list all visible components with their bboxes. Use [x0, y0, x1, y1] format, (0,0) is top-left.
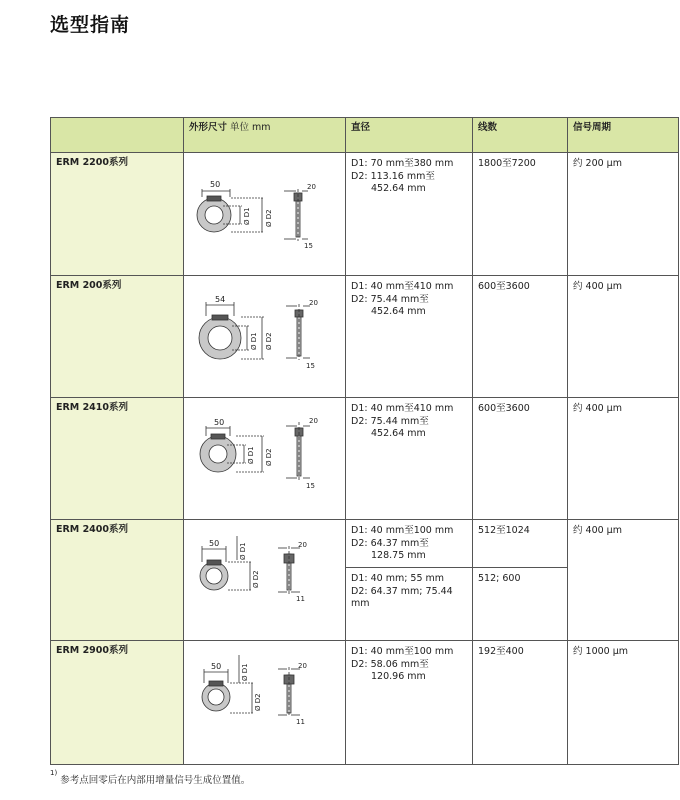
d1-range: D1: 40 mm至410 mm [351, 281, 454, 292]
dimension-drawing [184, 398, 346, 520]
line-count: 512至1024 [473, 520, 568, 568]
dim-d2-label: Ø D2 [254, 693, 262, 711]
signal-period: 约 400 µm [568, 398, 679, 520]
d2-range: D2: 113.16 mm至 [351, 170, 435, 182]
d1-values: D1: 40 mm; 55 mm [351, 573, 445, 584]
dimension-drawing [184, 520, 346, 641]
dimension-drawing [184, 276, 346, 398]
header-diameter: 直径 [346, 118, 473, 153]
line-count: 600至3600 [473, 398, 568, 520]
dim-d2-label: Ø D2 [265, 209, 273, 227]
d1-range: D1: 40 mm至100 mm [351, 646, 454, 657]
dimension-drawing [184, 153, 346, 276]
series-name: ERM 2900系列 [51, 641, 184, 765]
dim-bottom-label: 11 [296, 718, 305, 726]
dim-d1-label: Ø D1 [250, 332, 258, 350]
series-name: ERM 2400系列 [51, 520, 184, 641]
d2-range-end: 452.64 mm [371, 183, 426, 194]
signal-period: 约 400 µm [568, 276, 679, 398]
dim-bottom-label: 15 [306, 482, 315, 490]
signal-period: 约 1000 µm [568, 641, 679, 765]
d1-range: D1: 40 mm至410 mm [351, 403, 454, 414]
dim-top-label: 20 [298, 662, 307, 670]
footnote-mark: 1) [50, 769, 58, 777]
dim-width-label: 50 [209, 539, 220, 548]
d2-range: D2: 58.06 mm至 [351, 658, 429, 670]
dim-bottom-label: 11 [296, 595, 305, 603]
table-row [51, 520, 679, 568]
dim-top-label: 20 [298, 541, 307, 549]
dim-top-label: 20 [307, 183, 316, 191]
line-count: 192至400 [473, 641, 568, 765]
signal-period: 约 200 µm [568, 153, 679, 276]
diameter-cell [346, 398, 473, 520]
d1-range: D1: 40 mm至100 mm [351, 525, 454, 536]
table-row [51, 276, 679, 398]
d2-range: D2: 64.37 mm至 [351, 537, 429, 549]
line-count: 1800至7200 [473, 153, 568, 276]
dim-d1-label: Ø D1 [241, 663, 249, 681]
table-header-row [51, 118, 679, 153]
dimension-drawing [184, 641, 346, 765]
series-name: ERM 2200系列 [51, 153, 184, 276]
diameter-cell [346, 276, 473, 398]
dim-d2-label: Ø D2 [265, 332, 273, 350]
footnote-text: 参考点回零后在内部用增量信号生成位置值。 [60, 775, 251, 786]
dim-width-label: 50 [210, 180, 221, 189]
dim-width-label: 54 [215, 295, 226, 304]
d2-range: D2: 75.44 mm至 [351, 415, 429, 427]
d1-range: D1: 70 mm至380 mm [351, 158, 454, 169]
d2-range: D2: 75.44 mm至 [351, 293, 429, 305]
diameter-cell [346, 153, 473, 276]
dim-bottom-label: 15 [304, 242, 313, 250]
dim-top-label: 20 [309, 299, 318, 307]
dim-bottom-label: 15 [306, 362, 315, 370]
footnote [50, 769, 251, 786]
table-row [51, 641, 679, 765]
d2-range-end: 452.64 mm [371, 306, 426, 317]
ring-drawing-2900 [184, 641, 346, 761]
dim-d1-label: Ø D1 [243, 207, 251, 225]
selection-guide-table [50, 117, 679, 765]
d2-range-end: 128.75 mm [371, 550, 426, 561]
table-row [51, 153, 679, 276]
dim-d1-label: Ø D1 [239, 542, 247, 560]
line-count: 512; 600 [473, 568, 568, 641]
ring-drawing-2400 [184, 520, 346, 638]
diameter-cell [346, 568, 473, 641]
dim-width-label: 50 [214, 418, 225, 427]
d2-values: D2: 64.37 mm; 75.44 mm [351, 585, 453, 609]
signal-period: 约 400 µm [568, 520, 679, 641]
dim-width-label: 50 [211, 662, 222, 671]
d2-range-end: 452.64 mm [371, 428, 426, 439]
ring-drawing-2200 [184, 153, 346, 273]
page-title: 选型指南 [50, 14, 131, 36]
header-dimensions: 外形尺寸 单位 mm [184, 118, 346, 153]
ring-drawing-200 [184, 276, 346, 396]
dim-d2-label: Ø D2 [265, 448, 273, 466]
series-name: ERM 200系列 [51, 276, 184, 398]
diameter-cell [346, 641, 473, 765]
dim-d2-label: Ø D2 [252, 570, 260, 588]
header-line-count: 线数 [473, 118, 568, 153]
ring-drawing-2410 [184, 398, 346, 518]
d2-range-end: 120.96 mm [371, 671, 426, 682]
dim-top-label: 20 [309, 417, 318, 425]
series-name: ERM 2410系列 [51, 398, 184, 520]
line-count: 600至3600 [473, 276, 568, 398]
dim-d1-label: Ø D1 [247, 446, 255, 464]
table-row [51, 398, 679, 520]
header-series [51, 118, 184, 153]
header-signal-period: 信号周期 [568, 118, 679, 153]
diameter-cell [346, 520, 473, 568]
